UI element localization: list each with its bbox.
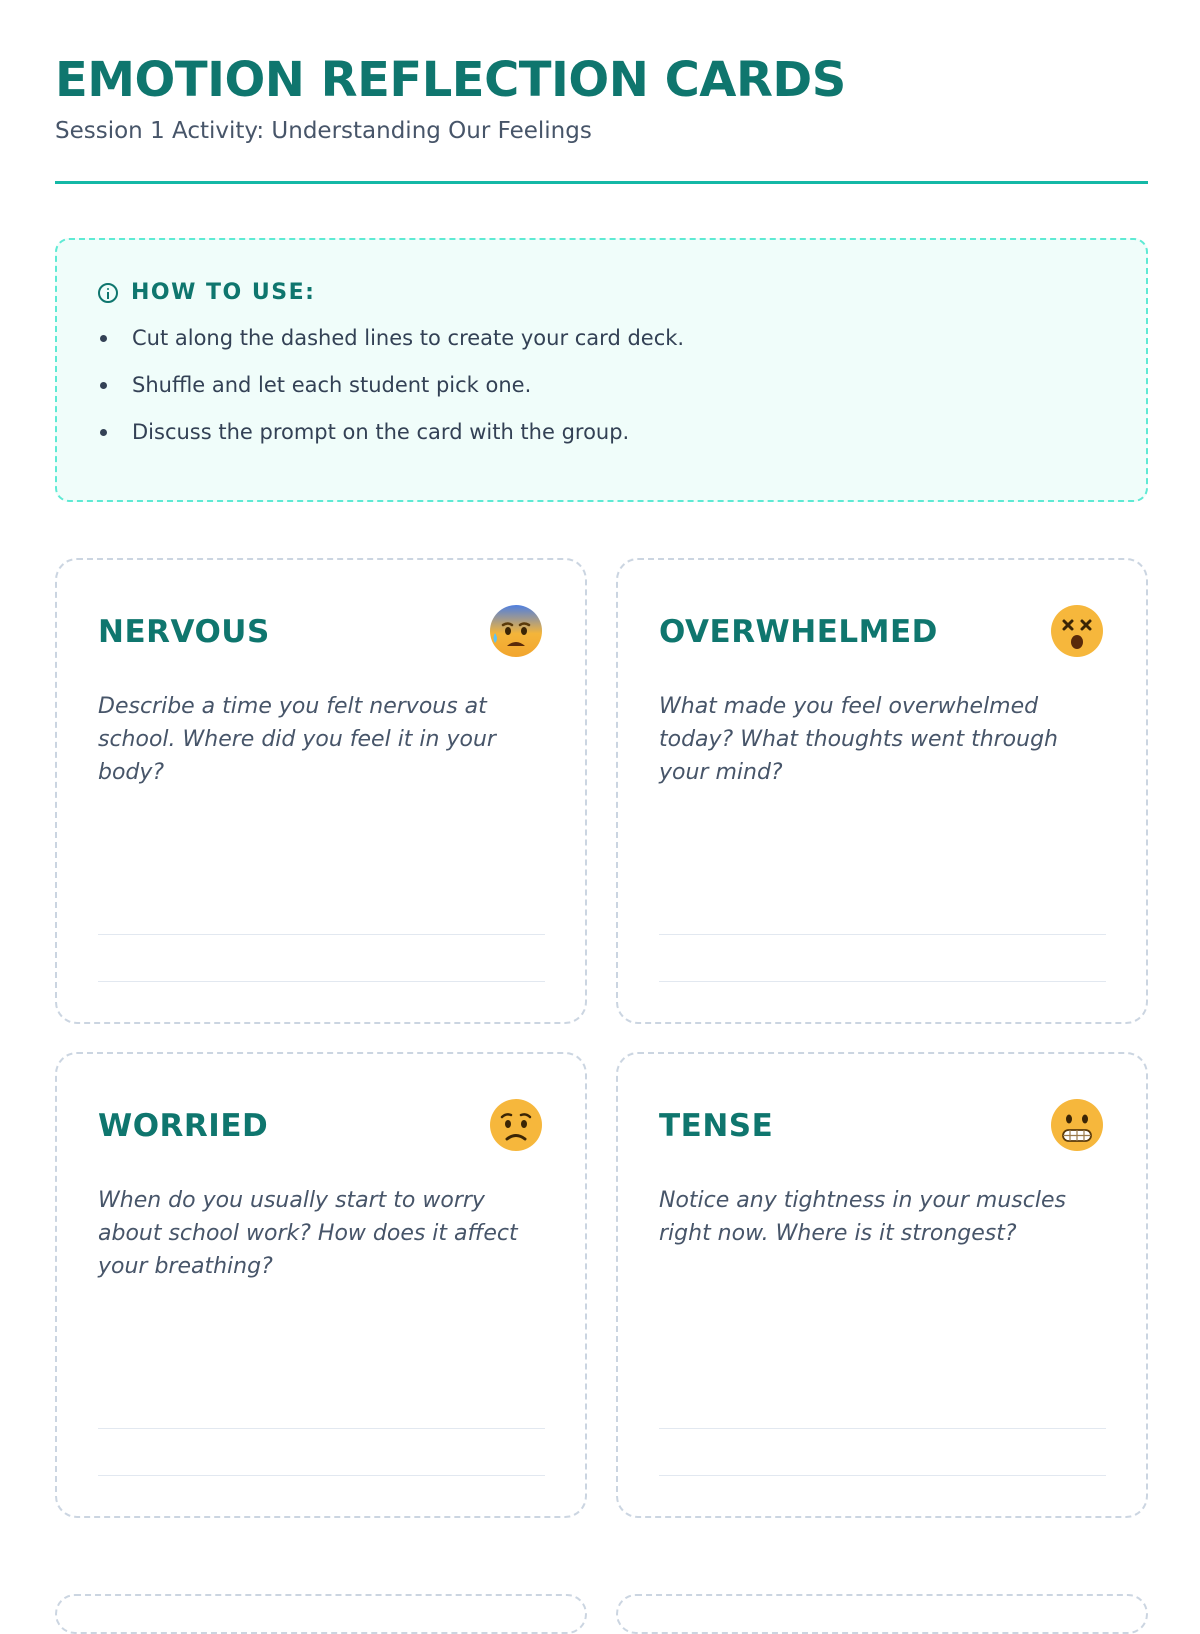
card-prompt: What made you feel overwhelmed today? What thoughts went through your mind? bbox=[659, 694, 1058, 785]
writing-line bbox=[98, 981, 545, 982]
how-to-use-title: HOW TO USE: bbox=[131, 280, 316, 305]
card-title: NERVOUS bbox=[98, 614, 270, 650]
card-title: OVERWHELMED bbox=[659, 614, 938, 650]
step-item: Shuffle and let each student pick one. bbox=[98, 371, 684, 418]
how-to-use-header bbox=[98, 280, 315, 305]
writing-line bbox=[98, 934, 545, 935]
emotion-card-worried bbox=[55, 1052, 587, 1518]
card-prompt: When do you usually start to worry about school work? How does it affect your breathing? bbox=[98, 1188, 518, 1279]
how-to-use-box bbox=[55, 238, 1148, 502]
dizzy-face-icon bbox=[1049, 603, 1105, 659]
writing-line bbox=[659, 1475, 1106, 1476]
writing-line bbox=[659, 981, 1106, 982]
card-prompt: Notice any tightness in your muscles right now. Where is it strongest? bbox=[659, 1188, 1066, 1246]
emotion-card-next-left bbox=[55, 1594, 587, 1634]
emotion-card-next-right bbox=[616, 1594, 1148, 1634]
info-icon bbox=[98, 283, 118, 303]
emotion-card-tense bbox=[616, 1052, 1148, 1518]
step-item: Cut along the dashed lines to create your card deck. bbox=[98, 324, 684, 371]
card-title: TENSE bbox=[659, 1108, 774, 1144]
emotion-card-nervous bbox=[55, 558, 587, 1024]
writing-line bbox=[98, 1428, 545, 1429]
card-title: WORRIED bbox=[98, 1108, 269, 1144]
page-title: EMOTION REFLECTION CARDS bbox=[55, 52, 846, 108]
writing-line bbox=[98, 1475, 545, 1476]
card-prompt: Describe a time you felt nervous at school. Where did you feel it in your body? bbox=[98, 694, 496, 785]
worried-face-icon bbox=[488, 1097, 544, 1153]
how-to-use-steps bbox=[98, 324, 684, 465]
writing-line bbox=[659, 1428, 1106, 1429]
step-item: Discuss the prompt on the card with the group. bbox=[98, 418, 684, 465]
emotion-card-overwhelmed bbox=[616, 558, 1148, 1024]
writing-line bbox=[659, 934, 1106, 935]
grimacing-face-icon bbox=[1049, 1097, 1105, 1153]
anxious-sweat-face-icon bbox=[488, 603, 544, 659]
page-subtitle: Session 1 Activity: Understanding Our Feelings bbox=[55, 118, 592, 144]
header-divider bbox=[55, 181, 1148, 184]
